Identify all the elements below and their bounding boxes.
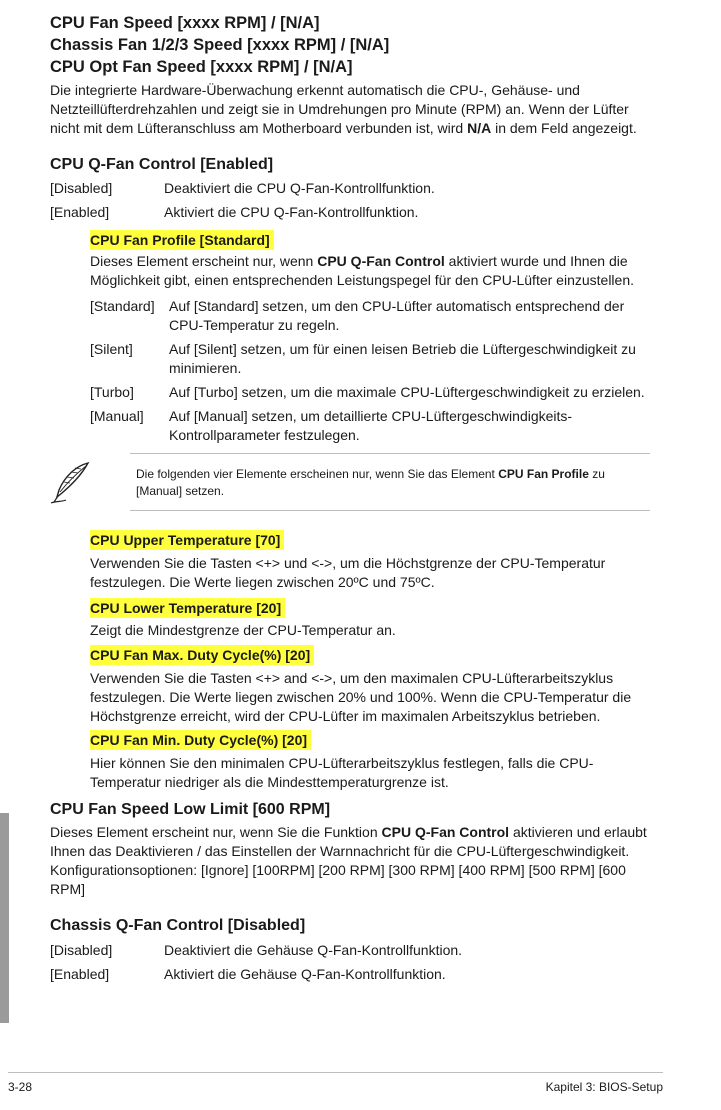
subsection-title-cpu-fan-min-duty	[90, 730, 650, 750]
chapter-label: Kapitel 3: BIOS-Setup	[545, 1080, 663, 1094]
highlight-mark: CPU Upper Temperature [70]	[90, 530, 284, 550]
option-key: [Enabled]	[50, 966, 110, 982]
highlight-mark: CPU Fan Min. Duty Cycle(%) [20]	[90, 730, 311, 750]
option-key: [Disabled]	[50, 942, 113, 958]
highlight-mark: CPU Fan Max. Duty Cycle(%) [20]	[90, 645, 314, 665]
section-title-chassis-fan-speed: Chassis Fan 1/2/3 Speed [xxxx RPM] / [N/A]	[50, 36, 390, 54]
manual-items-block	[90, 530, 650, 792]
chassis-qfan-options	[50, 941, 650, 984]
option-desc: Auf [Standard] setzen, um den CPU-Lüfter automatisch entsprechend der CPU-Temperatur zu regeln.	[169, 298, 625, 333]
fan-profile-options	[90, 297, 650, 445]
section-title-cpu-fan-speed: CPU Fan Speed [xxxx RPM] / [N/A]	[50, 14, 320, 32]
section-title-chassis-qfan-control: Chassis Q-Fan Control [Disabled]	[50, 917, 306, 934]
option-row	[90, 383, 650, 402]
option-row	[90, 340, 650, 378]
option-row	[90, 407, 650, 445]
option-key: [Disabled]	[50, 180, 113, 196]
option-desc: Deaktiviert die Gehäuse Q-Fan-Kontrollfunktion.	[164, 942, 463, 958]
option-key: [Turbo]	[90, 384, 134, 400]
option-row	[50, 203, 650, 222]
option-row	[50, 179, 650, 198]
section-title-cpu-qfan-control: CPU Q-Fan Control [Enabled]	[50, 156, 274, 173]
section-title-cpu-fan-speed-low-limit: CPU Fan Speed Low Limit [600 RPM]	[50, 801, 331, 818]
fan-profile-block	[90, 230, 650, 445]
option-row	[50, 941, 650, 960]
low-limit-description: Dieses Element erscheint nur, wenn Sie die Funktion CPU Q-Fan Control aktivieren und erlaubt Ihnen das Deaktivieren / das Einstellen der Warnnachricht für die CPU-Lüftergeschwindigkeit. Konfigurationsoptionen: [Ignore] [100RPM] [200 RPM] [300 RPM] [400 RPM] [500 RPM] [600 RPM]	[50, 824, 647, 897]
upper-temperature-description: Verwenden Sie die Tasten <+> und <->, um die Höchstgrenze der CPU-Temperatur festzulegen. Die Werte liegen zwischen 20ºC und 75ºC.	[90, 555, 606, 590]
fan-speed-description: Die integrierte Hardware-Überwachung erkennt automatisch die CPU-, Gehäuse- und Netzteillüfterdrehzahlen und zeigt sie in Umdrehungen pro Minute (RPM) an. Wenn der Lüfter nicht mit dem Lüfteranschluss am Motherboard verbunden ist, wird N/A in dem Feld angezeigt.	[50, 82, 637, 136]
option-desc: Auf [Silent] setzen, um für einen leisen Betrieb die Lüftergeschwindigkeit zu minimieren.	[169, 341, 636, 376]
max-duty-description: Verwenden Sie die Tasten <+> and <->, um den maximalen CPU-Lüfterarbeitszyklus festzulegen. Die Werte liegen zwischen 20% und 100%. Wenn die CPU-Temperatur die Höchstgrenze erreicht, wird der CPU-Lüfter im maximalen Arbeitszyklus betrieben.	[90, 670, 632, 724]
feather-pen-icon	[48, 460, 94, 506]
lower-temperature-description: Zeigt die Mindestgrenze der CPU-Temperatur an.	[90, 622, 396, 638]
manual-page	[50, 12, 650, 984]
option-key: [Standard]	[90, 298, 155, 314]
option-row	[90, 297, 650, 335]
option-key: [Silent]	[90, 341, 133, 357]
option-desc: Deaktiviert die CPU Q-Fan-Kontrollfunktion.	[164, 180, 435, 196]
highlight-mark: CPU Fan Profile [Standard]	[90, 230, 274, 250]
min-duty-description: Hier können Sie den minimalen CPU-Lüfterarbeitszyklus festlegen, falls die CPU-Temperatur niedriger als die Mindesttemperaturgrenze ist.	[90, 755, 594, 790]
option-desc: Auf [Manual] setzen, um detaillierte CPU-Lüftergeschwindigkeits-Kontrollparameter festzulegen.	[169, 408, 573, 443]
option-desc: Aktiviert die CPU Q-Fan-Kontrollfunktion.	[164, 204, 419, 220]
option-desc: Auf [Turbo] setzen, um die maximale CPU-Lüftergeschwindigkeit zu erzielen.	[169, 384, 645, 400]
subsection-title-cpu-fan-profile	[90, 230, 650, 250]
note-text: Die folgenden vier Elemente erscheinen nur, wenn Sie das Element CPU Fan Profile zu [Manual] setzen.	[136, 467, 605, 498]
cpu-qfan-options	[50, 179, 650, 222]
option-key: [Enabled]	[50, 204, 110, 220]
note-box	[130, 453, 650, 511]
option-row	[50, 965, 650, 984]
subsection-title-cpu-upper-temperature	[90, 530, 650, 550]
highlight-mark: CPU Lower Temperature [20]	[90, 598, 285, 618]
section-title-cpu-opt-fan-speed: CPU Opt Fan Speed [xxxx RPM] / [N/A]	[50, 58, 353, 76]
option-key: [Manual]	[90, 408, 144, 424]
fan-profile-description: Dieses Element erscheint nur, wenn CPU Q-Fan Control aktiviert wurde und Ihnen die Möglichkeit gibt, einen entsprechenden Leistungspegel für den CPU-Lüfter einzustellen.	[90, 253, 635, 288]
footer-divider	[8, 1072, 663, 1073]
option-desc: Aktiviert die Gehäuse Q-Fan-Kontrollfunktion.	[164, 966, 446, 982]
subsection-title-cpu-fan-max-duty	[90, 645, 650, 665]
subsection-title-cpu-lower-temperature	[90, 598, 650, 618]
chapter-side-tab	[0, 813, 9, 1023]
page-number: 3-28	[8, 1080, 33, 1094]
